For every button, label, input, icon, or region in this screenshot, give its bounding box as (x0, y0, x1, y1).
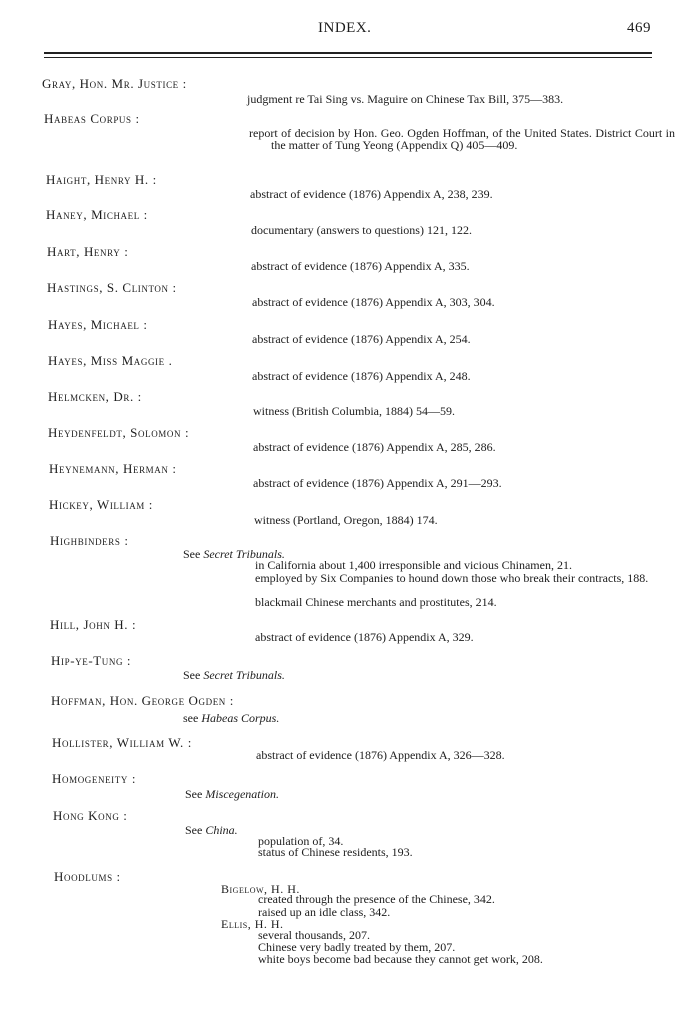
entry-item-habeas-corpus: report of decision by Hon. Geo. Ogden Hoffman, of the United States. District Court in the matter of Tung Yeong (Appendix Q) 405—409. (249, 126, 675, 152)
entry-item-helmcken: witness (British Columbia, 1884) 54—59. (253, 404, 455, 418)
entry-heading-hickey: Hickey, William : (49, 497, 153, 512)
entry-heading-hoodlums: Hoodlums : (54, 869, 121, 884)
entry-heading-hayes-maggie: Hayes, Miss Maggie . (48, 353, 173, 368)
entry-heading-hastings: Hastings, S. Clinton : (47, 280, 177, 295)
entry-item-hong-kong-2: status of Chinese residents, 193. (258, 845, 413, 859)
entry-item-hayes-maggie: abstract of evidence (1876) Appendix A, 248. (252, 369, 471, 383)
see-target: Miscegenation. (205, 787, 279, 801)
entry-item-hollister: abstract of evidence (1876) Appendix A, 326—328. (256, 748, 505, 762)
see-label: See (183, 668, 201, 682)
see-target: Secret Tribunals. (203, 547, 285, 561)
entry-heading-haight: Haight, Henry H. : (46, 172, 157, 187)
entry-heading-helmcken: Helmcken, Dr. : (48, 389, 142, 404)
header-rule-thick (44, 52, 652, 54)
see-label: See (183, 547, 201, 561)
entry-item-hill: abstract of evidence (1876) Appendix A, 329. (255, 630, 474, 644)
see-target: Secret Tribunals. (203, 668, 285, 682)
entry-heading-hollister: Hollister, William W. : (52, 735, 192, 750)
entry-heading-homogeneity: Homogeneity : (52, 771, 137, 786)
entry-item-hoodlums-ellis-3: white boys become bad because they cannot get work, 208. (258, 952, 543, 966)
hoodlums-subheading-ellis: Ellis, H. H. (221, 917, 284, 931)
see-reference-homogeneity (185, 788, 279, 800)
entry-item-haight: abstract of evidence (1876) Appendix A, 238, 239. (250, 187, 493, 201)
entry-heading-hayes-michael: Hayes, Michael : (48, 317, 148, 332)
entry-item-heydenfeldt: abstract of evidence (1876) Appendix A, 285, 286. (253, 440, 496, 454)
entry-item-heynemann: abstract of evidence (1876) Appendix A, 291—293. (253, 476, 502, 490)
see-reference-hong-kong (185, 824, 238, 836)
entry-item-highbinders-3: blackmail Chinese merchants and prostitutes, 214. (255, 595, 497, 609)
entry-item-hong-kong-1: population of, 34. (258, 834, 344, 848)
entry-item-hoodlums-ellis-1: several thousands, 207. (258, 928, 370, 942)
entry-heading-hart: Hart, Henry : (47, 244, 129, 259)
entry-heading-gray: Gray, Hon. Mr. Justice : (42, 76, 187, 91)
entry-item-haney: documentary (answers to questions) 121, 122. (251, 223, 472, 237)
entry-heading-heydenfeldt: Heydenfeldt, Solomon : (48, 425, 190, 440)
entry-item-hastings: abstract of evidence (1876) Appendix A, 303, 304. (252, 295, 495, 309)
entry-item-hoodlums-bigelow-1: created through the presence of the Chinese, 342. (258, 892, 495, 906)
entry-item-hayes-michael: abstract of evidence (1876) Appendix A, 254. (252, 332, 471, 346)
entry-heading-hip-ye-tung: Hip-ye-Tung : (51, 653, 132, 668)
see-label: see (183, 711, 199, 725)
entry-heading-habeas-corpus: Habeas Corpus : (44, 111, 140, 126)
running-title: INDEX. (318, 20, 372, 36)
entry-heading-hoffman: Hoffman, Hon. George Ogden : (51, 693, 234, 708)
entry-heading-hill: Hill, John H. : (50, 617, 137, 632)
see-reference-hoffman (183, 712, 279, 724)
see-target: Habeas Corpus. (201, 711, 280, 725)
see-label: See (185, 823, 203, 837)
entry-heading-hong-kong: Hong Kong : (53, 808, 128, 823)
entry-item-hoodlums-ellis-2: Chinese very badly treated by them, 207. (258, 940, 456, 954)
entry-heading-highbinders: Highbinders : (50, 533, 129, 548)
entry-item-hickey: witness (Portland, Oregon, 1884) 174. (254, 513, 438, 527)
see-target: China. (205, 823, 238, 837)
entry-item-gray: judgment re Tai Sing vs. Maguire on Chinese Tax Bill, 375—383. (247, 92, 564, 106)
entry-item-hoodlums-bigelow-2: raised up an idle class, 342. (258, 905, 391, 919)
entry-item-highbinders-1: in California about 1,400 irresponsible and vicious Chinamen, 21. (255, 558, 572, 572)
hoodlums-subheading-bigelow: Bigelow, H. H. (221, 882, 300, 896)
header-rule-thin (44, 57, 652, 58)
see-reference-hip-ye-tung (183, 669, 285, 681)
entry-item-hart: abstract of evidence (1876) Appendix A, 335. (251, 259, 470, 273)
entry-heading-heynemann: Heynemann, Herman : (49, 461, 177, 476)
page-number: 469 (627, 20, 651, 36)
entry-heading-haney: Haney, Michael : (46, 207, 148, 222)
entry-item-highbinders-2: employed by Six Companies to hound down those who break their contracts, 188. (255, 571, 649, 585)
see-label: See (185, 787, 203, 801)
